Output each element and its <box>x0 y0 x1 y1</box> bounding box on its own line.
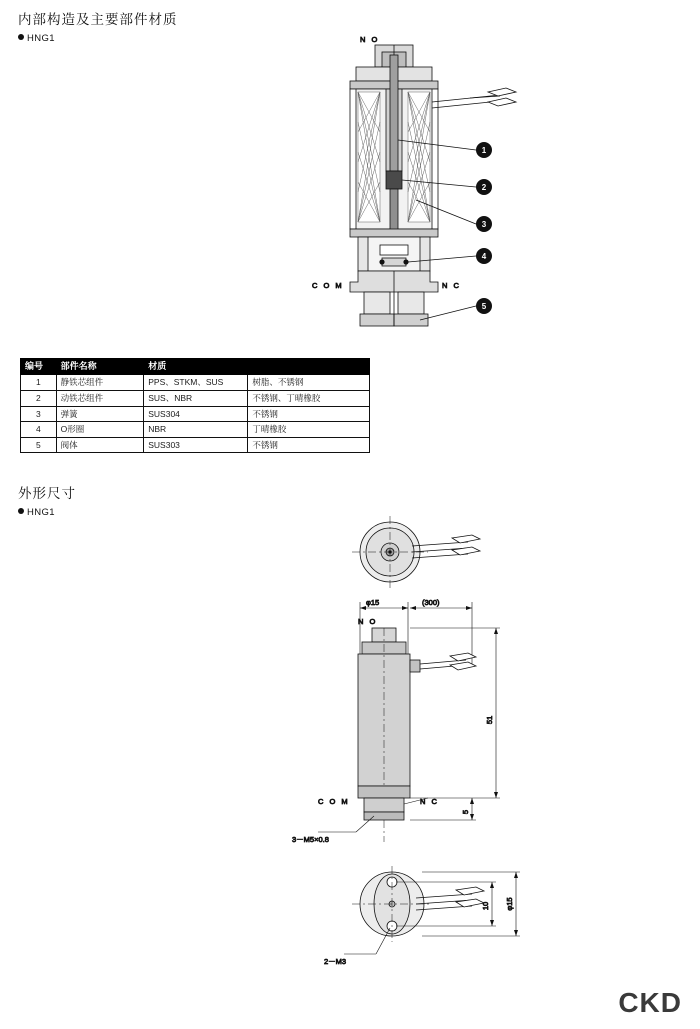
materials-table <box>20 358 370 453</box>
note-thread-m3: 2－M3 <box>324 957 347 966</box>
callout-5-label: 5 <box>481 302 487 311</box>
callout-markers <box>476 142 492 314</box>
cell-part-spec: SUS303 <box>144 437 248 453</box>
label-front-port-no: N O <box>358 617 378 626</box>
bullet-dot-icon <box>18 508 24 514</box>
front-view-figure <box>292 592 560 862</box>
table-header-part-name: 部件名称 <box>56 359 144 375</box>
cell-part-name: 静铁芯组件 <box>56 375 144 391</box>
table-header-material: 材质 <box>144 359 370 375</box>
dim-diameter-15: φ15 <box>366 598 380 607</box>
label-port-nc: N C <box>442 281 461 290</box>
top-view-figure <box>340 512 540 592</box>
table-header-row <box>21 359 370 375</box>
dim-lead-length: (300) <box>422 598 440 607</box>
label-port-com: C O M <box>312 281 344 290</box>
cell-part-name: 弹簧 <box>56 406 144 422</box>
table-row <box>21 390 370 406</box>
cell-no: 5 <box>21 437 57 453</box>
cell-material: 不锈钢、丁晴橡胶 <box>248 390 370 406</box>
label-front-port-nc: N C <box>420 797 439 806</box>
cell-no: 1 <box>21 375 57 391</box>
table-row <box>21 422 370 438</box>
cell-no: 4 <box>21 422 57 438</box>
cell-material: 树脂、不锈钢 <box>248 375 370 391</box>
bottom-view-figure <box>324 862 550 982</box>
cell-no: 2 <box>21 390 57 406</box>
cell-part-spec: SUS、NBR <box>144 390 248 406</box>
dim-bottom-diameter-15: φ15 <box>505 897 514 911</box>
cell-material: 丁晴橡胶 <box>248 422 370 438</box>
label-port-no: N O <box>360 35 380 44</box>
table-body <box>21 375 370 453</box>
callout-2-label: 2 <box>481 183 487 192</box>
section-title-external-dimensions: 外形尺寸 <box>18 486 76 501</box>
section-title-internal-structure: 内部构造及主要部件材质 <box>18 12 178 27</box>
callout-4-label: 4 <box>481 252 487 261</box>
cell-part-spec: PPS、STKM、SUS <box>144 375 248 391</box>
cell-part-spec: SUS304 <box>144 406 248 422</box>
cell-part-name: 动铁芯组件 <box>56 390 144 406</box>
ckd-logo: CKD <box>618 987 682 1018</box>
table-row <box>21 375 370 391</box>
cell-material: 不锈钢 <box>248 406 370 422</box>
cell-material: 不锈钢 <box>248 437 370 453</box>
callout-3-label: 3 <box>481 220 487 229</box>
cell-part-name: O形圈 <box>56 422 144 438</box>
dim-height-51: 51 <box>485 715 494 725</box>
dim-base-5: 5 <box>461 809 470 815</box>
internal-structure-figure <box>312 30 580 350</box>
note-thread-m5: 3－M5×0.8 <box>292 835 329 844</box>
cell-no: 3 <box>21 406 57 422</box>
callout-1-label: 1 <box>481 146 487 155</box>
label-front-port-com: C O M <box>318 797 350 806</box>
model-name-internal: HNG1 <box>27 33 55 44</box>
cell-part-spec: NBR <box>144 422 248 438</box>
model-label-dimensions <box>18 507 55 518</box>
table-header-no: 编号 <box>21 359 57 375</box>
model-name-dimensions: HNG1 <box>27 507 55 518</box>
table-row <box>21 406 370 422</box>
dim-bolt-spacing-10: 10 <box>481 901 490 911</box>
model-label-internal <box>18 33 55 44</box>
bullet-dot-icon <box>18 34 24 40</box>
table-row <box>21 437 370 453</box>
cell-part-name: 阀体 <box>56 437 144 453</box>
